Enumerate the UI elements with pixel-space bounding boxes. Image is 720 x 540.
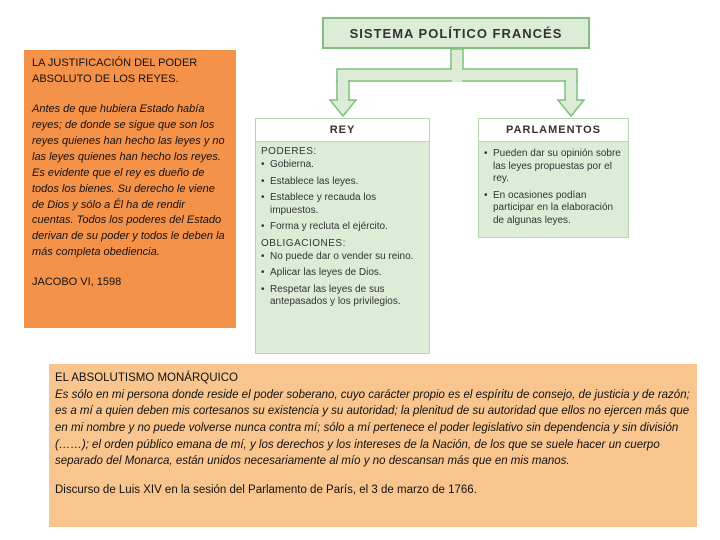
rey-panel	[255, 118, 430, 354]
monarchic-author: Discurso de Luis XIV en la sesión del Parlamento de París, el 3 de marzo de 1766.	[55, 484, 477, 497]
justification-author: JACOBO VI, 1598	[32, 276, 122, 289]
monarchic-quote: Es sólo en mi persona donde reside el poder soberano, cuyo carácter propio es el espíritu de consejo, de justicia y de razón; es a mí a quien deben mis cortesanos su existencia y su autoridad; la plenitud de su autoridad que ellos no ejercen más que en mi nombre y no puede volverse nunca contra mí; sólo a mí pertenece el poder legislativo sin dependencia y sin división (……); el orden público emana de mí, y los derechos y los intereses de la Nación, de los que se suele hacer un cuerpo separado del Monarca, están unidos necesariamente al mío y no descansan más que en mis manos.	[55, 388, 690, 468]
parlamentos-panel	[478, 118, 629, 238]
parlamentos-list	[479, 148, 628, 227]
list-item: • Respetar las leyes de sus antepasados y los privilegios.	[270, 284, 425, 309]
diagram-title: SISTEMA POLÍTICO FRANCÉS	[322, 17, 590, 49]
rey-obligations-list	[256, 251, 429, 309]
list-item: • Forma y recluta el ejército.	[270, 221, 425, 234]
monarchic-title: EL ABSOLUTISMO MONÁRQUICO	[55, 372, 238, 384]
rey-powers-list	[256, 159, 429, 234]
absolutism-monarchic-box	[49, 364, 697, 527]
list-item: • Gobierna.	[270, 159, 425, 172]
list-item: • Aplicar las leyes de Dios.	[270, 267, 425, 280]
list-item: • Establece las leyes.	[270, 176, 425, 189]
justification-quote: Antes de que hubiera Estado había reyes; de donde se sigue que son los reyes quienes han hecho las leyes y no las leyes quienes han hecho los reyes. Es evidente que el rey es dueño de todos los bienes. Su derecho le viene de Dios y sólo a Él ha de rendir cuentas. Todos los poderes del Estado derivan de su poder y todos le deben la más completa obediencia.	[32, 102, 225, 259]
list-item: • No puede dar o vender su reino.	[270, 251, 425, 264]
justification-title: LA JUSTIFICACIÓN DEL PODER ABSOLUTO DE LOS REYES.	[32, 57, 198, 85]
rey-obligations-label: OBLIGACIONES:	[261, 237, 346, 249]
rey-header: REY	[256, 119, 429, 142]
parlamentos-header: PARLAMENTOS	[479, 119, 628, 142]
list-item: • Pueden dar su opinión sobre las leyes propuestas por el rey.	[493, 148, 624, 186]
list-item: • En ocasiones podían participar en la elaboración de algunas leyes.	[493, 190, 624, 228]
list-item: • Establece y recauda los impuestos.	[270, 192, 425, 217]
rey-powers-label: PODERES:	[261, 146, 317, 157]
